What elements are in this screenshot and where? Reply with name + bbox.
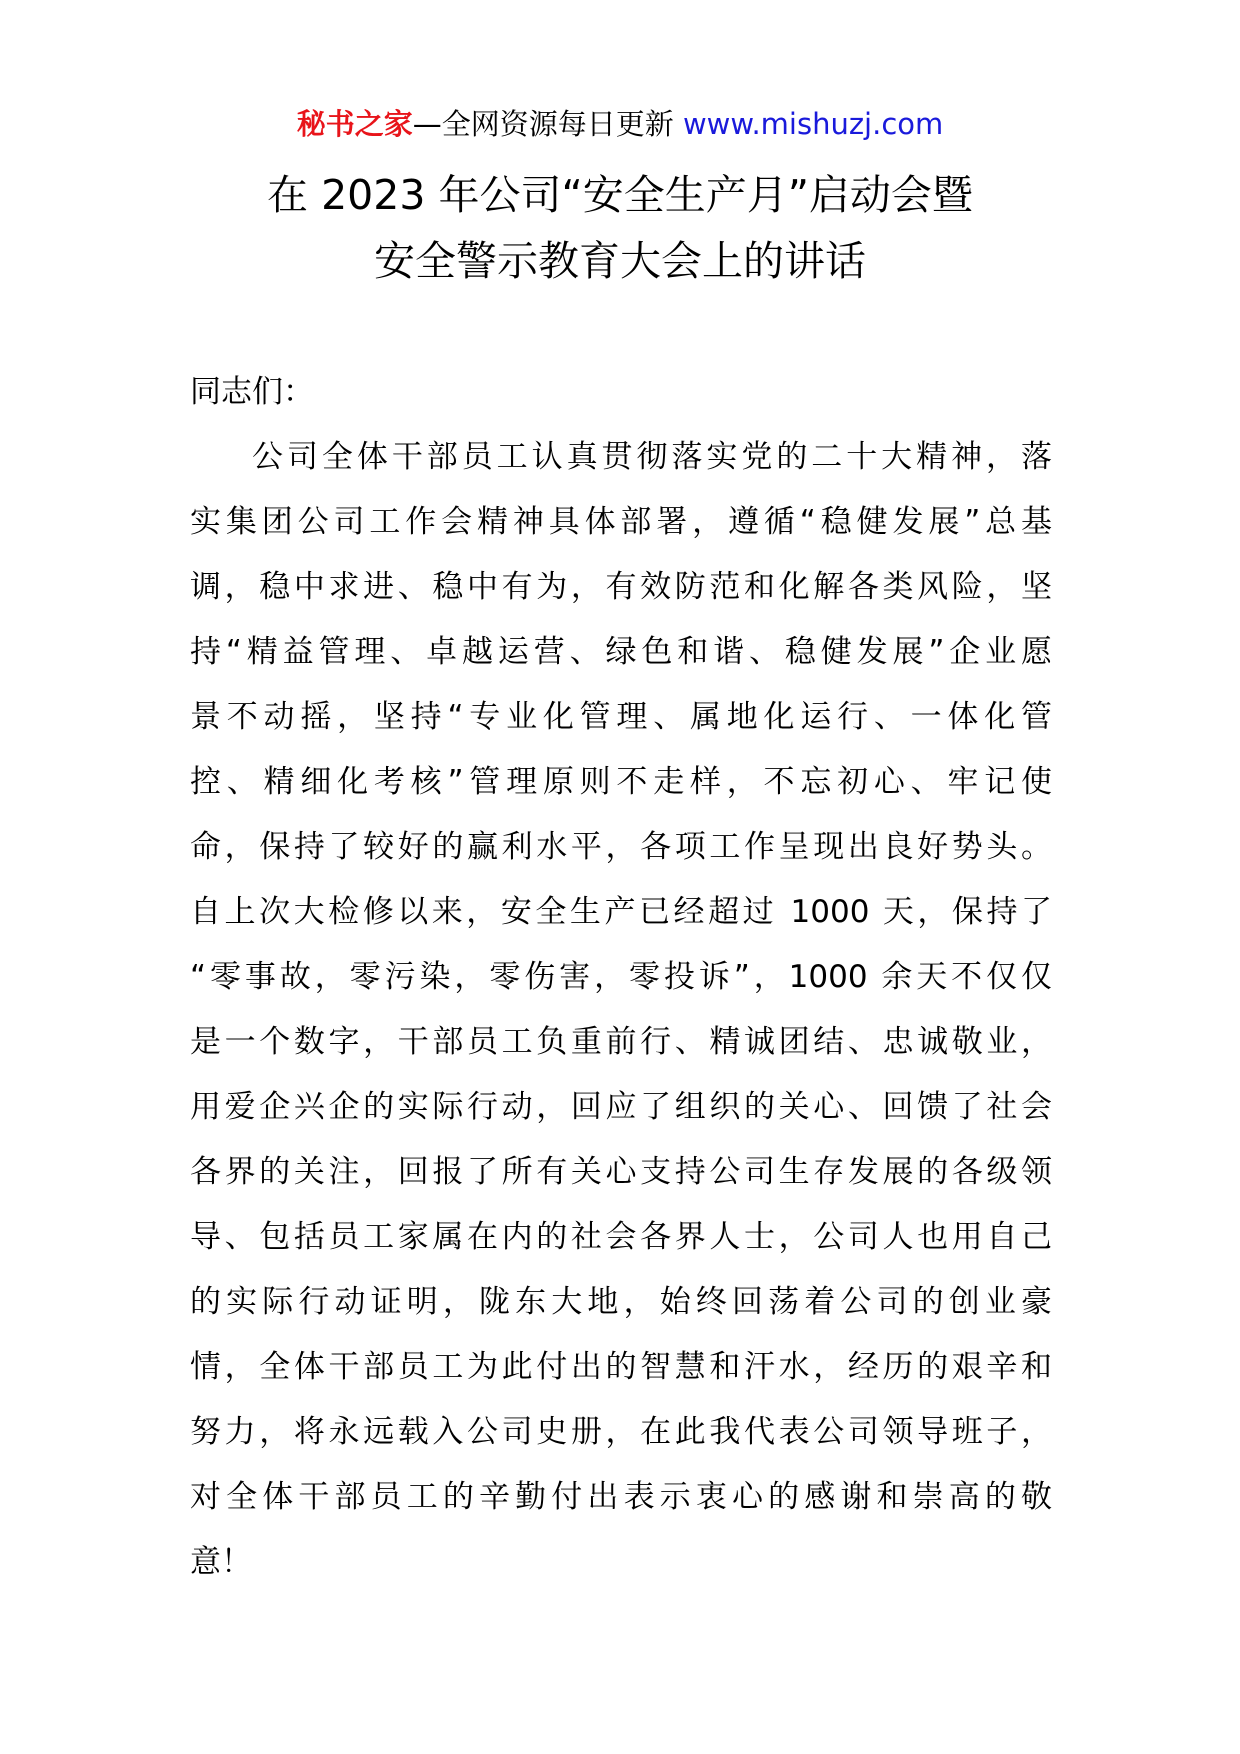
body-line: 的实际行动证明，陇东大地，始终回荡着公司的创业豪 [190,1284,1052,1320]
body-line: 用爱企兴企的实际行动，回应了组织的关心、回馈了社会 [190,1089,1052,1125]
body-line: 是一个数字，干部员工负重前行、精诚团结、忠诚敬业， [190,1024,1052,1060]
body-line: 调，稳中求进、稳中有为，有效防范和化解各类风险，坚 [190,569,1052,605]
body-line: 公司全体干部员工认真贯彻落实党的二十大精神，落 [252,439,1052,475]
brand-name: 秘书之家 [296,107,413,141]
body-line: “零事故，零污染，零伤害，零投诉”，1000 余天不仅仅 [190,959,1052,995]
body-line: 自上次大检修以来，安全生产已经超过 1000 天，保持了 [190,894,1052,930]
body-line: 导、包括员工家属在内的社会各界人士，公司人也用自己 [190,1219,1052,1255]
site-url-link[interactable]: www.mishuzj.com [682,107,944,141]
body-line: 意！ [190,1544,252,1580]
body-line: 实集团公司工作会精神具体部署，遵循“稳健发展”总基 [190,504,1052,540]
body-line: 各界的关注，回报了所有关心支持公司生存发展的各级领 [190,1154,1052,1190]
salutation: 同志们： [190,374,314,410]
body-line: 景不动摇，坚持“专业化管理、属地化运行、一体化管 [190,699,1052,735]
site-header [0,100,1240,148]
body-line: 命，保持了较好的赢利水平，各项工作呈现出良好势头。 [190,829,1052,865]
body-line: 对全体干部员工的辛勤付出表示衷心的感谢和崇高的敬 [190,1479,1052,1515]
body-paragraph [190,425,1052,1595]
body-line: 努力，将永远载入公司史册，在此我代表公司领导班子， [190,1414,1052,1450]
body-line: 情，全体干部员工为此付出的智慧和汗水，经历的艰辛和 [190,1349,1052,1385]
document-title [0,162,1240,294]
title-line-1: 在 2023 年公司“安全生产月”启动会暨 [267,171,973,219]
header-tagline: —全网资源每日更新 [412,107,683,141]
body-line: 持“精益管理、卓越运营、绿色和谐、稳健发展”企业愿 [190,634,1052,670]
title-line-2: 安全警示教育大会上的讲话 [374,237,866,285]
body-line: 控、精细化考核”管理原则不走样，不忘初心、牢记使 [190,764,1052,800]
